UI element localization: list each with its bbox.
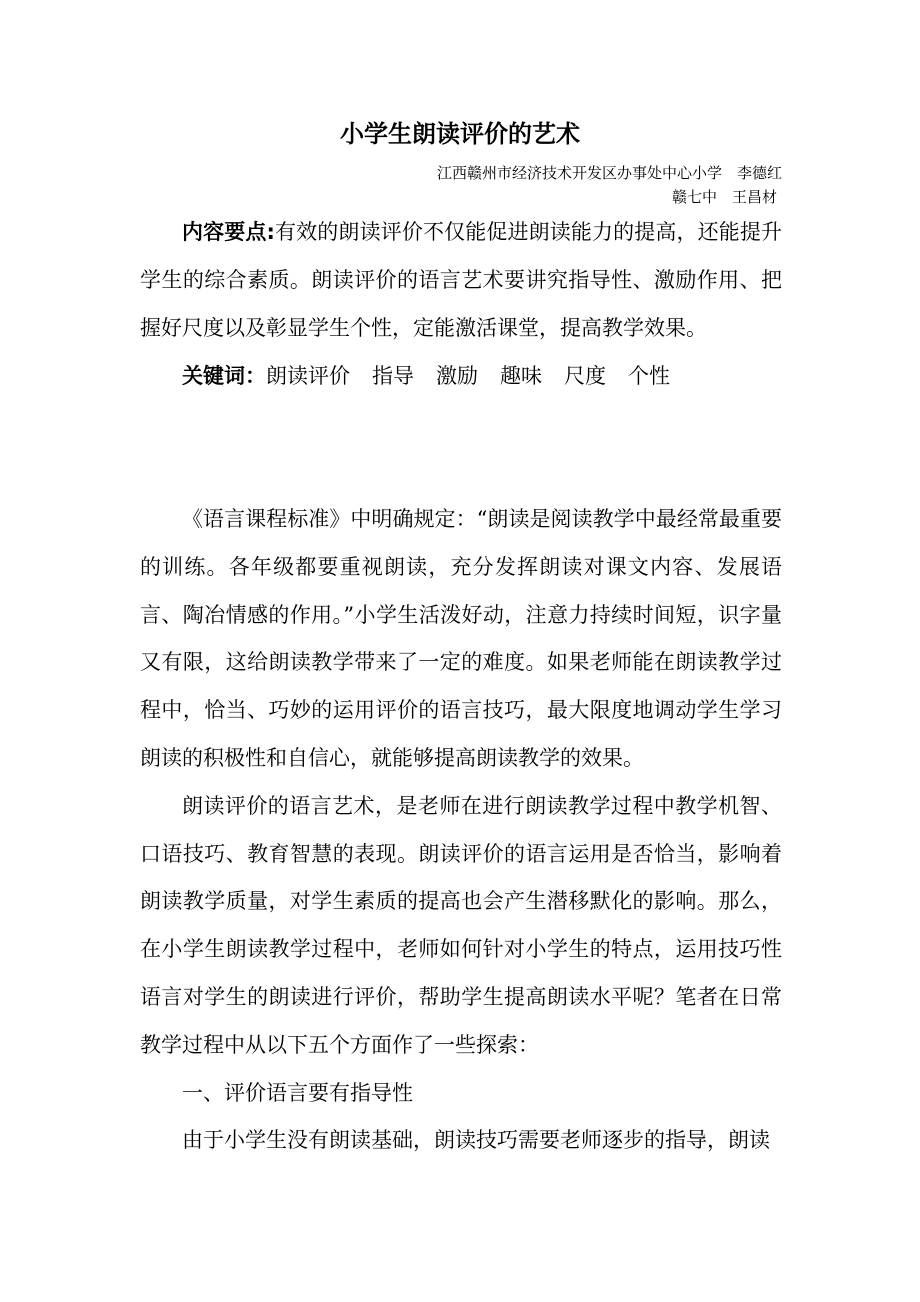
keyword-item: 个性	[628, 364, 670, 388]
summary-label: 内容要点:	[182, 220, 275, 244]
keyword-item: 激励	[436, 364, 478, 388]
keyword-item: 朗读评价	[266, 364, 350, 388]
body-paragraph-1: 《语言课程标准》中明确规定：“朗读是阅读教学中最经常最重要的训练。各年级都要重视朗读，充分发挥朗读对课文内容、发展语言、陶冶情感的作用。”小学生活泼好动，注意力持续时间短，识字量又有限，这给朗读教学带来了一定的难度。如果老师能在朗读教学过程中，恰当、巧妙的运用评价的语言技巧，最大限度地调动学生学习朗读的积极性和自信心，就能够提高朗读教学的效果。	[140, 507, 782, 770]
document-title: 小学生朗读评价的艺术	[340, 120, 580, 148]
summary-text: 有效的朗读评价不仅能促进朗读能力的提高，还能提升学生的综合素质。朗读评价的语言艺术要讲究指导性、激励作用、把握好尺度以及彰显学生个性，定能激活课堂，提高教学效果。	[140, 220, 783, 340]
keywords-line	[140, 353, 670, 401]
keyword-item: 趣味	[500, 364, 542, 388]
summary-paragraph	[140, 209, 782, 352]
summary-block	[140, 209, 782, 352]
keyword-item: 指导	[372, 364, 414, 388]
keyword-item: 尺度	[564, 364, 606, 388]
section-heading: 一、评价语言要有指导性	[182, 1080, 413, 1105]
body-text	[140, 496, 782, 1165]
keywords-label: 关键词：	[182, 364, 266, 388]
author-line-2: 赣七中 王昌材	[671, 188, 777, 206]
author-line-1: 江西赣州市经济技术开发区办事处中心小学 李德红	[436, 164, 782, 182]
body-paragraph-2: 朗读评价的语言艺术，是老师在进行朗读教学过程中教学机智、口语技巧、教育智慧的表现。朗读评价的语言运用是否恰当，影响着朗读教学质量，对学生素质的提高也会产生潜移默化的影响。那么，在小学生朗读教学过程中，老师如何针对小学生的特点，运用技巧性语言对学生的朗读进行评价，帮助学生提高朗读水平呢？笔者在日常教学过程中从以下五个方面作了一些探索：	[140, 793, 782, 1057]
body-paragraph-3: 由于小学生没有朗读基础，朗读技巧需要老师逐步的指导，朗读	[182, 1128, 770, 1153]
